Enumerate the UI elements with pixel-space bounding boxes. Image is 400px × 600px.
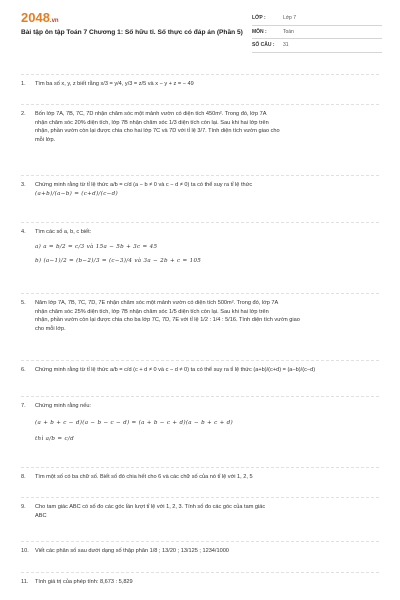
question-line: nhận chăm sóc 25% diện tích, lớp 7B nhận chăm sóc 1/5 diện tích còn lại. Sau khi hai lớp trên bbox=[35, 308, 269, 315]
question-number: 8. bbox=[21, 474, 26, 480]
divider bbox=[21, 541, 379, 542]
meta-key: MÔN : bbox=[252, 28, 267, 35]
question-text: Tìm ba số x, y, z biết rằng x/3 = y/4, y/3 = z/5 và x − y + z = − 49 bbox=[35, 81, 194, 87]
question-number: 2. bbox=[21, 111, 26, 117]
question-11 bbox=[21, 578, 381, 587]
divider bbox=[21, 104, 379, 105]
math-expression: a) a = b/2 = c/3 và 15a − 5b + 3c = 45 bbox=[35, 243, 158, 250]
question-number: 10. bbox=[21, 548, 29, 554]
logo-text: 2048 bbox=[21, 10, 50, 25]
question-number: 7. bbox=[21, 403, 26, 409]
question-8 bbox=[21, 473, 381, 482]
divider bbox=[21, 572, 379, 573]
question-line: nhận, phần vườn còn lại được chia cho hai lớp 7C và 7D với tỉ lệ 3/7. Tính diện tích vườn giao cho bbox=[35, 128, 280, 135]
question-line: Chứng minh rằng từ tỉ lệ thức a/b = c/d (a − b ≠ 0 và c − d ≠ 0) ta có thể suy ra tỉ lệ thức bbox=[35, 182, 253, 188]
question-line: nhận, phần vườn còn lại được chia cho ba lớp 7C, 7D, 7E với tỉ lệ 1/2 : 1/4 : 5/16. Tính diện tích vườn giao bbox=[35, 317, 300, 324]
divider bbox=[21, 360, 379, 361]
divider bbox=[21, 293, 379, 294]
question-line: Cho tam giác ABC có số đo các góc lần lượt tỉ lệ với 1, 2, 3. Tính số đo các góc của tam giác bbox=[35, 504, 266, 510]
divider bbox=[21, 467, 379, 468]
meta-row-class bbox=[252, 12, 382, 26]
question-3 bbox=[21, 181, 381, 198]
question-7 bbox=[21, 402, 381, 444]
question-2 bbox=[21, 110, 381, 145]
meta-row-count bbox=[252, 39, 382, 53]
divider bbox=[21, 497, 379, 498]
page-title: Bài tập ôn tập Toán 7 Chương 1: Số hữu tỉ. Số thực có đáp án (Phần 5) bbox=[21, 29, 243, 36]
question-line: Tìm một số có ba chữ số. Biết số đó chia hết cho 6 và các chữ số của nó tỉ lệ với 1, 2, 5 bbox=[35, 474, 253, 480]
question-line: Tìm các số a, b, c biết: bbox=[35, 229, 92, 235]
meta-value: Lớp 7 bbox=[283, 15, 297, 22]
question-number: 6. bbox=[21, 367, 26, 373]
question-line: mỗi lớp. bbox=[35, 136, 56, 143]
question-6 bbox=[21, 366, 381, 375]
question-line: Viết các phân số sau dưới dạng số thập phân 1/8 ; 13/20 ; 13/125 ; 1234/1000 bbox=[35, 548, 229, 554]
divider bbox=[21, 175, 379, 176]
meta-key: LỚP : bbox=[252, 15, 266, 22]
meta-value: Toán bbox=[283, 28, 294, 35]
divider bbox=[21, 74, 379, 75]
meta-table bbox=[252, 12, 382, 53]
math-expression: thì a/b = c/d bbox=[35, 436, 74, 443]
logo-suffix: .vn bbox=[49, 18, 59, 24]
question-number: 11. bbox=[21, 579, 29, 585]
meta-row-subject bbox=[252, 26, 382, 40]
question-line: Năm lớp 7A, 7B, 7C, 7D, 7E nhận chăm sóc một mảnh vườn có diện tích 500m². Trong đó, lớp 7A bbox=[35, 300, 279, 306]
question-line: ABC bbox=[35, 512, 47, 519]
divider bbox=[21, 222, 379, 223]
question-number: 4. bbox=[21, 229, 26, 235]
question-number: 1. bbox=[21, 81, 26, 87]
question-5 bbox=[21, 299, 381, 334]
site-logo[interactable] bbox=[21, 10, 59, 25]
question-line: nhận chăm sóc 20% diện tích, lớp 7B nhận chăm sóc 1/3 diện tích còn lại. Sau khi hai lớp trên bbox=[35, 119, 269, 126]
question-line: cho mỗi lớp. bbox=[35, 325, 66, 332]
question-line: Chứng minh rằng nếu: bbox=[35, 403, 91, 409]
math-expression: (a+b)/(a−b) = (c+d)/(c−d) bbox=[35, 190, 118, 197]
divider bbox=[21, 396, 379, 397]
math-expression: (a + b + c − d)(a − b − c − d) = (a + b − c + d)(a − b + c + d) bbox=[35, 419, 234, 426]
question-10 bbox=[21, 547, 381, 556]
meta-key: SỐ CÂU : bbox=[252, 42, 275, 49]
question-9 bbox=[21, 503, 381, 520]
question-4 bbox=[21, 228, 381, 266]
question-line: Tính giá trị của phép tính: 8,673 : 5,829 bbox=[35, 579, 133, 585]
question-line: Chứng minh rằng từ tỉ lệ thức a/b = c/d (c + d ≠ 0 và c − d ≠ 0) ta có thể suy ra tỉ lệ thức (a+b)/(c+d) = (a−b)/(c−d) bbox=[35, 367, 316, 373]
math-expression: b) (a−1)/2 = (b−2)/3 = (c−3)/4 và 3a − 2b + c = 105 bbox=[35, 258, 202, 265]
question-number: 9. bbox=[21, 504, 26, 510]
question-number: 3. bbox=[21, 182, 26, 188]
question-line: Bốn lớp 7A, 7B, 7C, 7D nhận chăm sóc một mảnh vườn có diện tích 450m². Trong đó, lớp 7A bbox=[35, 111, 267, 117]
question-1 bbox=[21, 80, 381, 89]
meta-value: 31 bbox=[283, 42, 289, 49]
question-number: 5. bbox=[21, 300, 26, 306]
